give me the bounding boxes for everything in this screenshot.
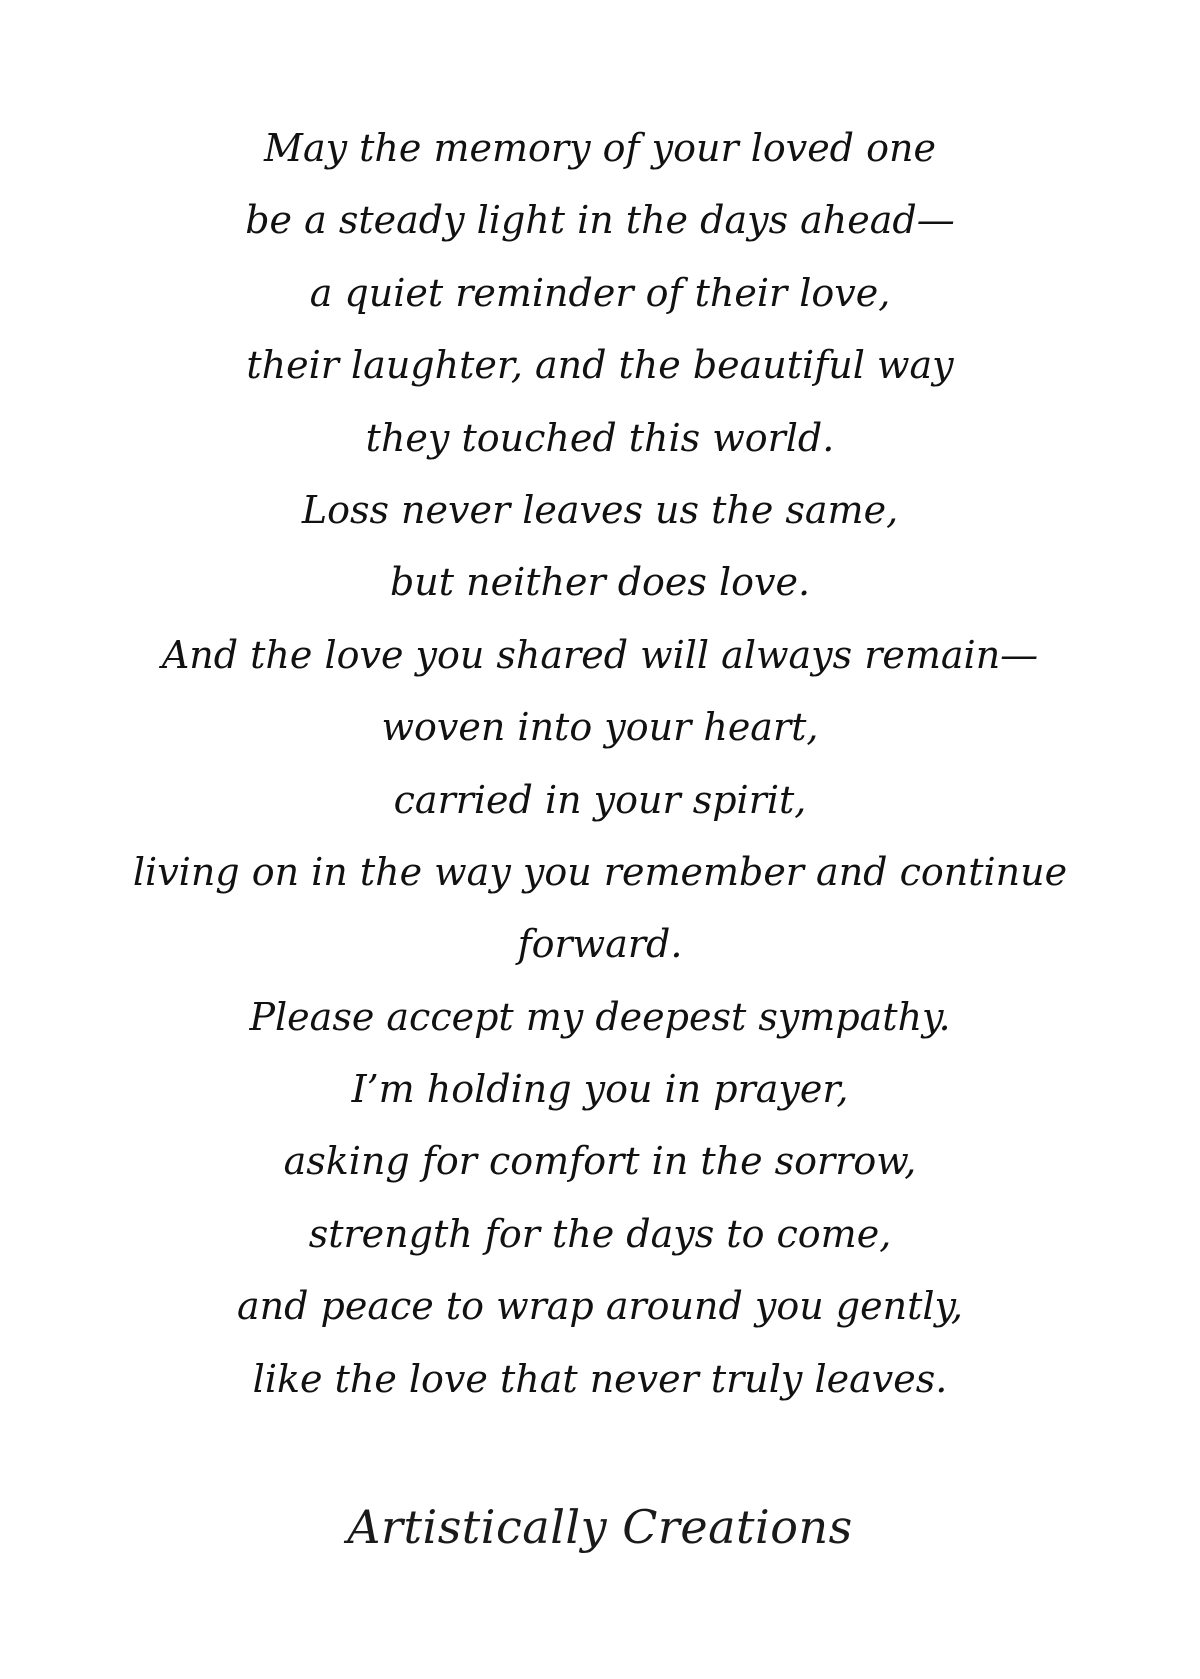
verse-line: Please accept my deepest sympathy.: [249, 994, 951, 1039]
verse-line: carried in your spirit,: [393, 777, 807, 822]
verse-line: their laughter, and the beautiful way: [246, 343, 954, 388]
verse-line: and peace to wrap around you gently,: [237, 1284, 963, 1329]
verse-line: a quiet reminder of their love,: [309, 270, 891, 315]
verse-line: but neither does love.: [389, 560, 811, 605]
verse-line: asking for comfort in the sorrow,: [283, 1139, 917, 1184]
verse-line: Loss never leaves us the same,: [301, 487, 899, 532]
verse-line: living on in the way you remember and continue: [132, 849, 1068, 894]
verse-block: [0, 112, 1200, 1415]
brand-signature: Artistically Creations: [347, 1500, 853, 1554]
verse-line: forward.: [517, 922, 683, 967]
verse-line: be a steady light in the days ahead—: [245, 198, 955, 243]
verse-line: like the love that never truly leaves.: [252, 1356, 948, 1401]
verse-line: May the memory of your loved one: [264, 126, 936, 170]
verse-line: I’m holding you in prayer,: [351, 1067, 849, 1112]
verse-line: And the love you shared will always remain—: [161, 632, 1039, 677]
verse-line: they touched this world.: [365, 415, 835, 460]
verse-line: woven into your heart,: [381, 705, 819, 750]
verse-line: strength for the days to come,: [308, 1211, 892, 1256]
